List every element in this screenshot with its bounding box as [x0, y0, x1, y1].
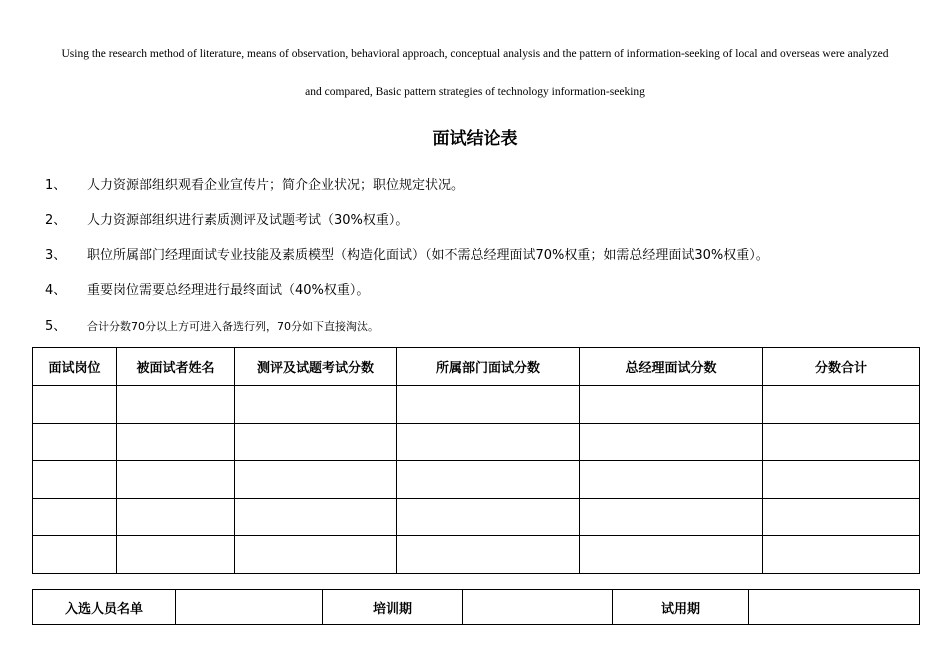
table-cell[interactable] — [235, 536, 397, 574]
list-item — [45, 315, 379, 334]
table-cell[interactable] — [763, 386, 920, 424]
column-header: 被面试者姓名 — [117, 348, 235, 386]
table-row — [33, 386, 920, 424]
table-cell[interactable] — [763, 498, 920, 536]
table-cell[interactable] — [117, 461, 235, 499]
list-item-number: 4、 — [45, 283, 67, 298]
list-item — [45, 209, 408, 228]
table-row — [33, 423, 920, 461]
table-cell[interactable] — [33, 461, 117, 499]
table-cell[interactable] — [235, 498, 397, 536]
table-cell[interactable] — [580, 536, 763, 574]
table-cell[interactable] — [117, 386, 235, 424]
table-row — [33, 590, 920, 625]
score-table — [32, 347, 920, 574]
list-item-number: 1、 — [45, 178, 67, 193]
table-cell[interactable] — [235, 423, 397, 461]
table-cell[interactable] — [117, 536, 235, 574]
selected-candidates-value[interactable] — [176, 590, 323, 625]
list-item-text: 职位所属部门经理面试专业技能及素质模型（构造化面试）（如不需总经理面试70%权重；如需总经理面试30%权重）。 — [87, 248, 769, 263]
list-item — [45, 174, 464, 193]
table-cell[interactable] — [33, 386, 117, 424]
column-header: 测评及试题考试分数 — [235, 348, 397, 386]
table-cell[interactable] — [33, 536, 117, 574]
table-row — [33, 461, 920, 499]
probation-period-label: 试用期 — [613, 590, 749, 625]
list-item — [45, 279, 369, 298]
list-item-text: 人力资源部组织观看企业宣传片；简介企业状况；职位规定状况。 — [87, 178, 465, 193]
table-cell[interactable] — [580, 498, 763, 536]
probation-period-value[interactable] — [749, 590, 920, 625]
table-cell[interactable] — [33, 498, 117, 536]
table-cell[interactable] — [397, 461, 580, 499]
list-item — [45, 244, 769, 263]
table-cell[interactable] — [235, 461, 397, 499]
table-cell[interactable] — [763, 536, 920, 574]
table-header-row — [33, 348, 920, 386]
list-item-text: 人力资源部组织进行素质测评及试题考试（30%权重）。 — [87, 213, 409, 228]
column-header: 总经理面试分数 — [580, 348, 763, 386]
table-cell[interactable] — [580, 461, 763, 499]
table-cell[interactable] — [397, 536, 580, 574]
list-item-number: 5、 — [45, 319, 67, 334]
selection-summary-table — [32, 589, 920, 625]
column-header: 分数合计 — [763, 348, 920, 386]
list-item-text: 重要岗位需要总经理进行最终面试（40%权重）。 — [87, 283, 370, 298]
table-cell[interactable] — [117, 423, 235, 461]
column-header: 所属部门面试分数 — [397, 348, 580, 386]
header-line-1: Using the research method of literature, means of observation, behavioral approach, conceptual analysis and the pattern of information-seeking of local and overseas were analyzed — [61, 48, 889, 60]
selected-candidates-label: 入选人员名单 — [33, 590, 176, 625]
table-cell[interactable] — [397, 423, 580, 461]
table-cell[interactable] — [235, 386, 397, 424]
list-item-text: 合计分数70分以上方可进入备选行列，70分如下直接淘汰。 — [87, 320, 379, 333]
table-cell[interactable] — [763, 423, 920, 461]
table-cell[interactable] — [580, 423, 763, 461]
table-cell[interactable] — [117, 498, 235, 536]
table-cell[interactable] — [397, 386, 580, 424]
table-cell[interactable] — [33, 423, 117, 461]
table-row — [33, 498, 920, 536]
table-cell[interactable] — [763, 461, 920, 499]
table-cell[interactable] — [397, 498, 580, 536]
header-line-2: and compared, Basic pattern strategies of technology information-seeking — [305, 86, 645, 98]
training-period-value[interactable] — [463, 590, 613, 625]
column-header: 面试岗位 — [33, 348, 117, 386]
table-row — [33, 536, 920, 574]
training-period-label: 培训期 — [323, 590, 463, 625]
list-item-number: 2、 — [45, 213, 67, 228]
table-cell[interactable] — [580, 386, 763, 424]
list-item-number: 3、 — [45, 248, 67, 263]
page-title: 面试结论表 — [432, 129, 518, 149]
